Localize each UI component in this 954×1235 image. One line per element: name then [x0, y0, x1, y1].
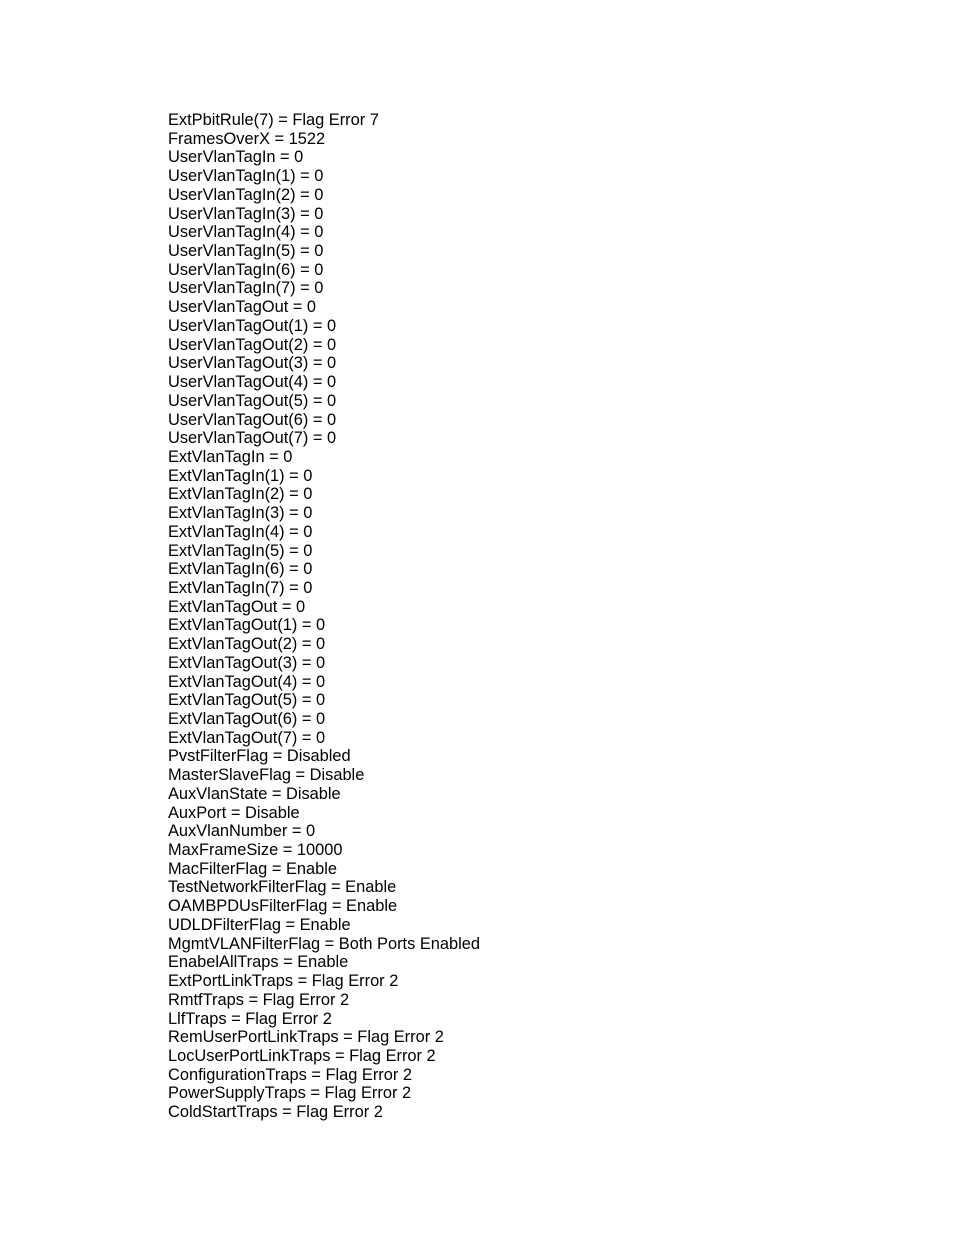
config-line: ExtVlanTagIn(4) = 0 [168, 522, 313, 541]
config-line: UserVlanTagOut(5) = 0 [168, 391, 337, 410]
config-line: ColdStartTraps = Flag Error 2 [168, 1103, 383, 1122]
config-line: OAMBPDUsFilterFlag = Enable [168, 897, 398, 916]
config-line: UserVlanTagOut = 0 [168, 298, 317, 317]
config-line: MacFilterFlag = Enable [168, 859, 337, 878]
config-line: ExtVlanTagIn(3) = 0 [168, 504, 313, 523]
config-line: PowerSupplyTraps = Flag Error 2 [168, 1084, 412, 1103]
config-line: ExtVlanTagOut(3) = 0 [168, 653, 326, 672]
config-line: ExtVlanTagIn(2) = 0 [168, 485, 313, 504]
config-line: LlfTraps = Flag Error 2 [168, 1009, 332, 1028]
config-line: MaxFrameSize = 10000 [168, 841, 343, 860]
config-line: RmtfTraps = Flag Error 2 [168, 990, 350, 1009]
config-line: ExtVlanTagIn(1) = 0 [168, 466, 313, 485]
config-line: UserVlanTagIn = 0 [168, 148, 304, 167]
config-line: EnabelAllTraps = Enable [168, 953, 349, 972]
config-line: UserVlanTagIn(6) = 0 [168, 260, 324, 279]
config-line: AuxVlanNumber = 0 [168, 822, 316, 841]
config-line: UserVlanTagIn(7) = 0 [168, 279, 324, 298]
config-line: ExtVlanTagIn(7) = 0 [168, 578, 313, 597]
config-line: ExtVlanTagIn(6) = 0 [168, 560, 313, 579]
config-line: UDLDFilterFlag = Enable [168, 915, 351, 934]
config-line: ExtVlanTagOut(5) = 0 [168, 691, 326, 710]
config-line: ExtVlanTagOut(7) = 0 [168, 728, 326, 747]
config-line: ExtPortLinkTraps = Flag Error 2 [168, 972, 399, 991]
config-line: UserVlanTagIn(2) = 0 [168, 185, 324, 204]
config-line: UserVlanTagOut(6) = 0 [168, 410, 337, 429]
config-parameter-list [168, 111, 480, 1122]
config-line: UserVlanTagIn(4) = 0 [168, 223, 324, 242]
config-line: ExtVlanTagOut(4) = 0 [168, 672, 326, 691]
config-line: ExtVlanTagOut(6) = 0 [168, 710, 326, 728]
config-line: ExtVlanTagOut(2) = 0 [168, 635, 326, 654]
config-line: UserVlanTagIn(3) = 0 [168, 204, 324, 223]
config-line: FramesOverX = 1522 [168, 129, 326, 148]
config-line: ExtVlanTagOut(1) = 0 [168, 616, 326, 635]
config-line: UserVlanTagOut(1) = 0 [168, 316, 337, 335]
config-line: ExtPbitRule(7) = Flag Error 7 [168, 111, 379, 129]
config-line: PvstFilterFlag = Disabled [168, 747, 351, 766]
config-line: MasterSlaveFlag = Disable [168, 766, 365, 785]
config-line: ExtVlanTagIn = 0 [168, 447, 293, 466]
config-line: UserVlanTagIn(5) = 0 [168, 242, 324, 261]
config-line: UserVlanTagOut(7) = 0 [168, 429, 337, 448]
config-line: LocUserPortLinkTraps = Flag Error 2 [168, 1046, 436, 1065]
config-line: UserVlanTagOut(2) = 0 [168, 335, 337, 354]
config-line: UserVlanTagOut(3) = 0 [168, 354, 337, 373]
config-line: TestNetworkFilterFlag = Enable [168, 878, 397, 897]
config-line: AuxVlanState = Disable [168, 784, 341, 803]
config-line: ExtVlanTagOut = 0 [168, 597, 306, 616]
config-line: AuxPort = Disable [168, 803, 300, 822]
config-line: MgmtVLANFilterFlag = Both Ports Enabled [168, 934, 481, 953]
config-line: ExtVlanTagIn(5) = 0 [168, 541, 313, 560]
config-line: RemUserPortLinkTraps = Flag Error 2 [168, 1028, 444, 1047]
config-line: UserVlanTagOut(4) = 0 [168, 373, 337, 392]
config-line: UserVlanTagIn(1) = 0 [168, 167, 324, 186]
config-line: ConfigurationTraps = Flag Error 2 [168, 1065, 412, 1084]
